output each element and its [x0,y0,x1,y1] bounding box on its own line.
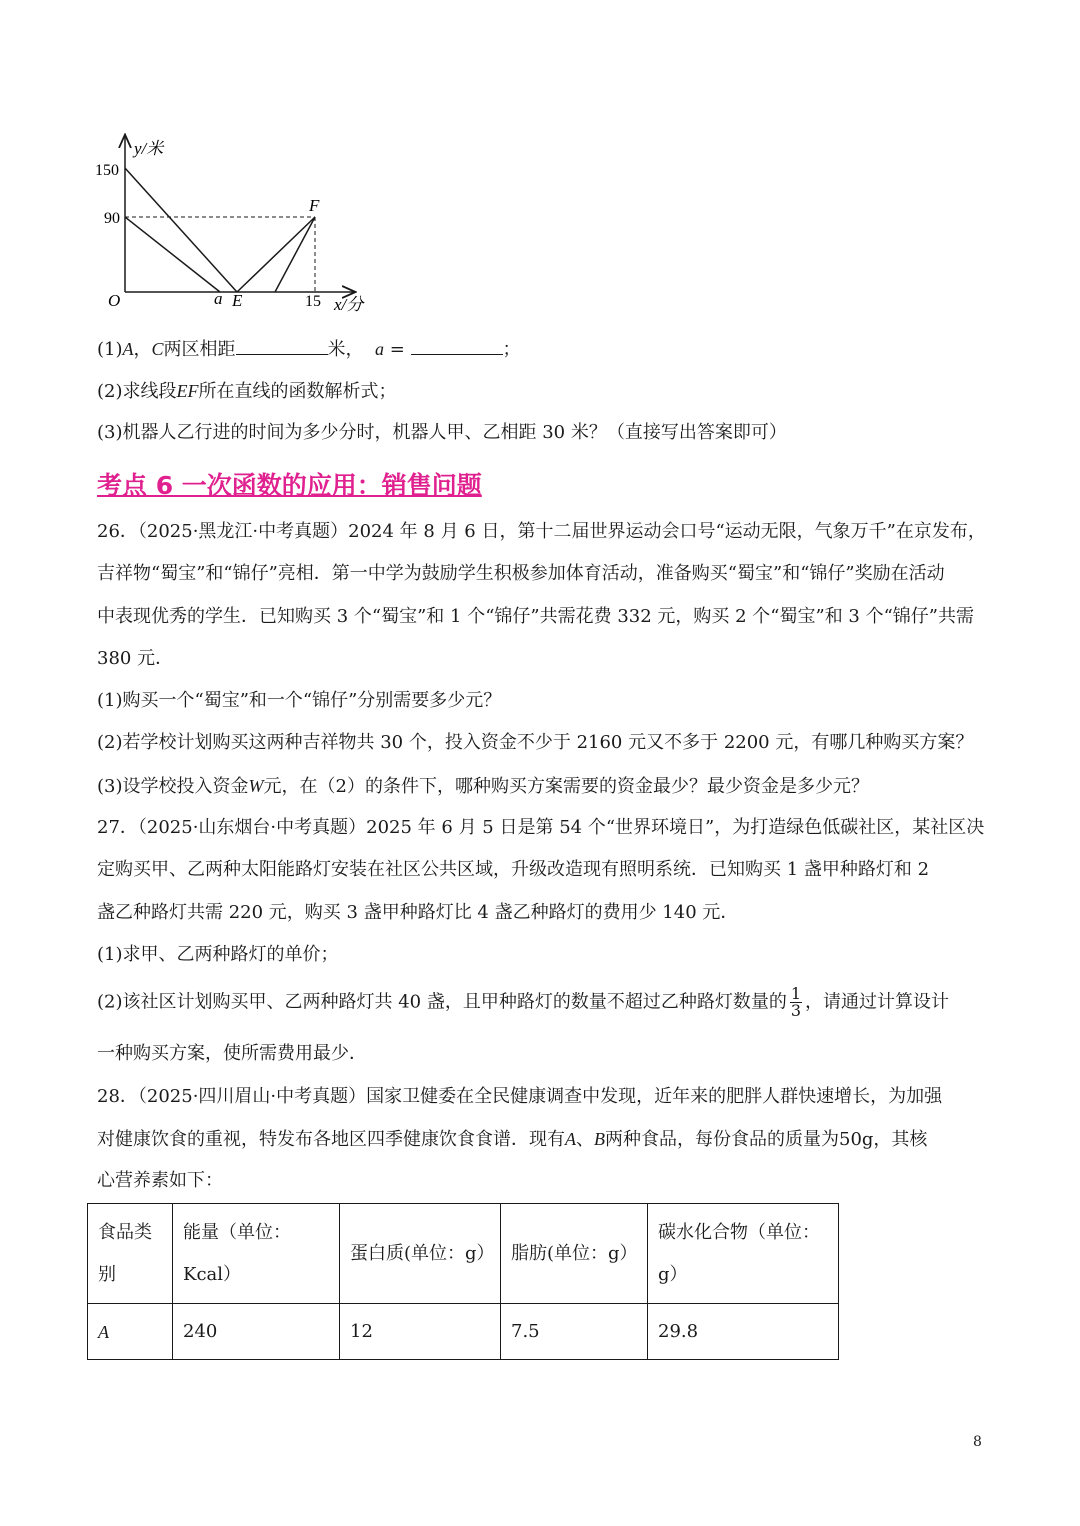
y-axis-label: y/米 [134,139,164,158]
q26-line4: 380 元． [97,648,174,669]
q28-line1: 28．（2025·四川眉山·中考真题）国家卫健委在全民健康调查中发现，近年来的肥胖人群快速增长，为加强 [97,1086,943,1107]
cell-fat: 7.5 [501,1304,648,1360]
q28-line3: 心营养素如下： [97,1170,223,1191]
header-carbohydrate: 碳水化合物（单位：g） [648,1204,839,1304]
y-tick-90: 90 [104,210,120,227]
q25-part1: (1)A，C两区相距 米， a = ； [97,334,997,365]
q27-line1: 27．（2025·山东烟台·中考真题）2025 年 6 月 5 日是第 54 个“世界环境日”，为打造绿色低碳社区，某社区决 [97,817,985,838]
q25-part2: (2)求线段EF所在直线的函数解析式； [97,381,397,402]
segment-90-to-a [125,217,220,292]
header-energy: 能量（单位：Kcal） [173,1204,340,1304]
q26-part3: (3)设学校投入资金W元，在（2）的条件下，哪种购买方案需要的资金最少？最少资金是多少元？ [97,776,869,797]
distance-time-graph [92,128,382,328]
q26-part2: (2)若学校计划购买这两种吉祥物共 30 个，投入资金不少于 2160 元又不多于 2200 元，有哪几种购买方案？ [97,732,974,753]
q26-line1: 26．（2025·黑龙江·中考真题）2024 年 8 月 6 日，第十二届世界运动会口号“运动无限，气象万千”在京发布， [97,521,986,542]
cell-carbohydrate: 29.8 [648,1304,839,1360]
cell-protein: 12 [340,1304,501,1360]
header-protein: 蛋白质(单位：g） [340,1204,501,1304]
answer-blank-distance[interactable] [236,336,328,355]
cell-food: A [88,1304,173,1360]
x-point-a: a [214,289,223,308]
y-tick-150: 150 [95,162,119,179]
q27-line2: 定购买甲、乙两种太阳能路灯安装在社区公共区域，升级改造现有照明系统．已知购买 1 盏甲种路灯和 2 [97,859,930,880]
header-fat: 脂肪(单位：g） [501,1204,648,1304]
answer-blank-a[interactable] [411,336,503,355]
header-food-type: 食品类别 [88,1204,173,1304]
segment-to-f [275,217,315,292]
x-tick-15: 15 [305,293,321,310]
nutrition-table [87,1203,839,1360]
segment-e-to-f [237,217,315,292]
x-axis-label: x/分 [334,295,364,314]
q26-line3: 中表现优秀的学生．已知购买 3 个“蜀宝”和 1 个“锦仔”共需花费 332 元，购买 2 个“蜀宝”和 3 个“锦仔”共需 [97,606,974,627]
origin-label: O [108,291,121,310]
fraction-one-third: $\frac{1}{3}$ [790,984,802,1020]
page-number: 8 [973,1434,982,1450]
q27-part1: (1)求甲、乙两种路灯的单价； [97,944,339,965]
q26-line2: 吉祥物“蜀宝”和“锦仔”亮相．第一中学为鼓励学生积极参加体育活动，准备购买“蜀宝”和“锦仔”奖励在活动 [97,563,945,584]
table-row [88,1304,839,1360]
q27-part2: (2)该社区计划购买甲、乙两种路灯共 40 盏，且甲种路灯的数量不超过乙种路灯数量的 $\frac{1}{3}$ ，请通过计算设计 [97,984,950,1020]
x-point-e: E [232,291,243,310]
point-f-label: F [309,196,320,215]
q25-part3: (3)机器人乙行进的时间为多少分时，机器人甲、乙相距 30 米？（直接写出答案即可） [97,422,787,443]
section-heading: 考点 6 一次函数的应用：销售问题 [97,471,482,500]
cell-energy: 240 [173,1304,340,1360]
q27-line3: 盏乙种路灯共需 220 元，购买 3 盏甲种路灯比 4 盏乙种路灯的费用少 140 元． [97,902,739,923]
q26-part1: (1)购买一个“蜀宝”和一个“锦仔”分别需要多少元？ [97,690,502,711]
q27-part2-line2: 一种购买方案，使所需费用最少． [97,1043,367,1064]
table-header-row [88,1204,839,1304]
q28-line2: 对健康饮食的重视，特发布各地区四季健康饮食食谱．现有A、B两种食品，每份食品的质量为50g，其核 [97,1129,928,1150]
